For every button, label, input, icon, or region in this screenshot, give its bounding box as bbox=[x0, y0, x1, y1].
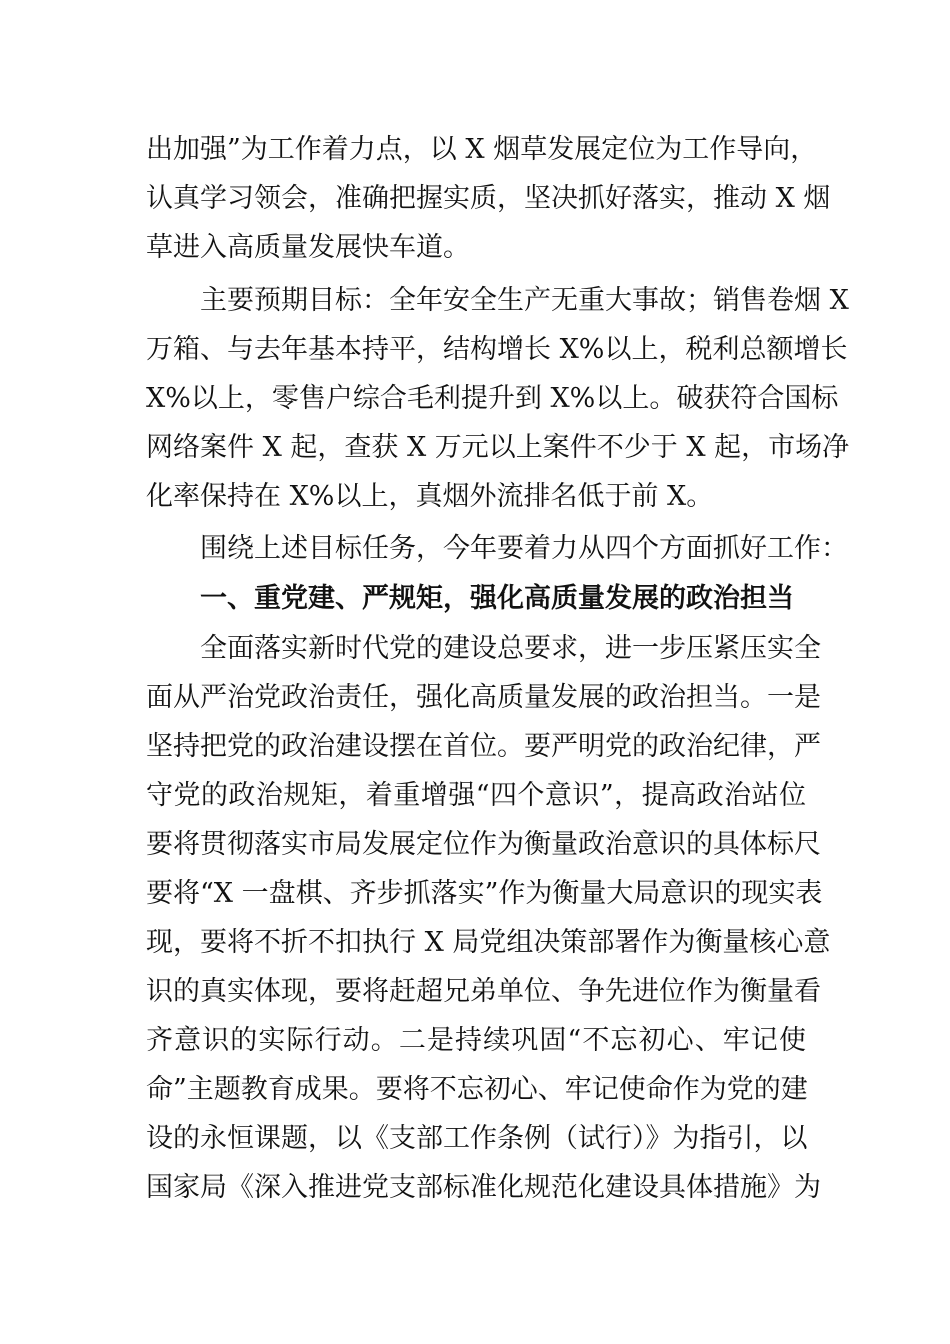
body-text-line: 坚持把党的政治建设摆在首位。要严明党的政治纪律，严 bbox=[146, 731, 821, 762]
body-text-line: 守党的政治规矩，着重增强“四个意识”，提高政治站位 bbox=[146, 780, 806, 811]
body-text-line: 万箱、与去年基本持平，结构增长 X%以上，税利总额增长 bbox=[146, 334, 848, 365]
body-text-line: 齐意识的实际行动。二是持续巩固“不忘初心、牢记使 bbox=[146, 1025, 806, 1056]
body-text-line: 设的永恒课题，以《支部工作条例（试行）》为指引，以 bbox=[146, 1123, 808, 1154]
body-text-line: 识的真实体现，要将赶超兄弟单位、争先进位作为衡量看 bbox=[146, 976, 821, 1007]
body-text-line: 要将“X 一盘棋、齐步抓落实”作为衡量大局意识的现实表 bbox=[146, 878, 823, 909]
body-text-line: 主要预期目标：全年安全生产无重大事故；销售卷烟 X bbox=[200, 285, 849, 316]
body-text-line: 草进入高质量发展快车道。 bbox=[146, 232, 470, 263]
body-text-line: 出加强”为工作着力点，以 X 烟草发展定位为工作导向， bbox=[146, 134, 818, 165]
body-text-line: 命”主题教育成果。要将不忘初心、牢记使命作为党的建 bbox=[146, 1074, 808, 1105]
body-text-line: 要将贯彻落实市局发展定位作为衡量政治意识的具体标尺 bbox=[146, 829, 821, 860]
body-text-line: 围绕上述目标任务，今年要着力从四个方面抓好工作： bbox=[200, 533, 848, 564]
body-text-line: 现，要将不折不扣执行 X 局党组决策部署作为衡量核心意 bbox=[146, 927, 831, 958]
body-text-line: 面从严治党政治责任，强化高质量发展的政治担当。一是 bbox=[146, 682, 821, 713]
section-heading: 一、重党建、严规矩，强化高质量发展的政治担当 bbox=[200, 583, 794, 614]
body-text-line: 网络案件 X 起，查获 X 万元以上案件不少于 X 起，市场净 bbox=[146, 432, 850, 463]
body-text-line: 认真学习领会，准确把握实质，坚决抓好落实，推动 X 烟 bbox=[146, 183, 831, 214]
body-text-line: 化率保持在 X%以上，真烟外流排名低于前 X。 bbox=[146, 481, 714, 512]
body-text-line: 国家局《深入推进党支部标准化规范化建设具体措施》为 bbox=[146, 1172, 821, 1203]
body-text-line: 全面落实新时代党的建设总要求，进一步压紧压实全 bbox=[200, 633, 821, 664]
body-text-line: X%以上，零售户综合毛利提升到 X%以上。破获符合国标 bbox=[146, 383, 839, 414]
